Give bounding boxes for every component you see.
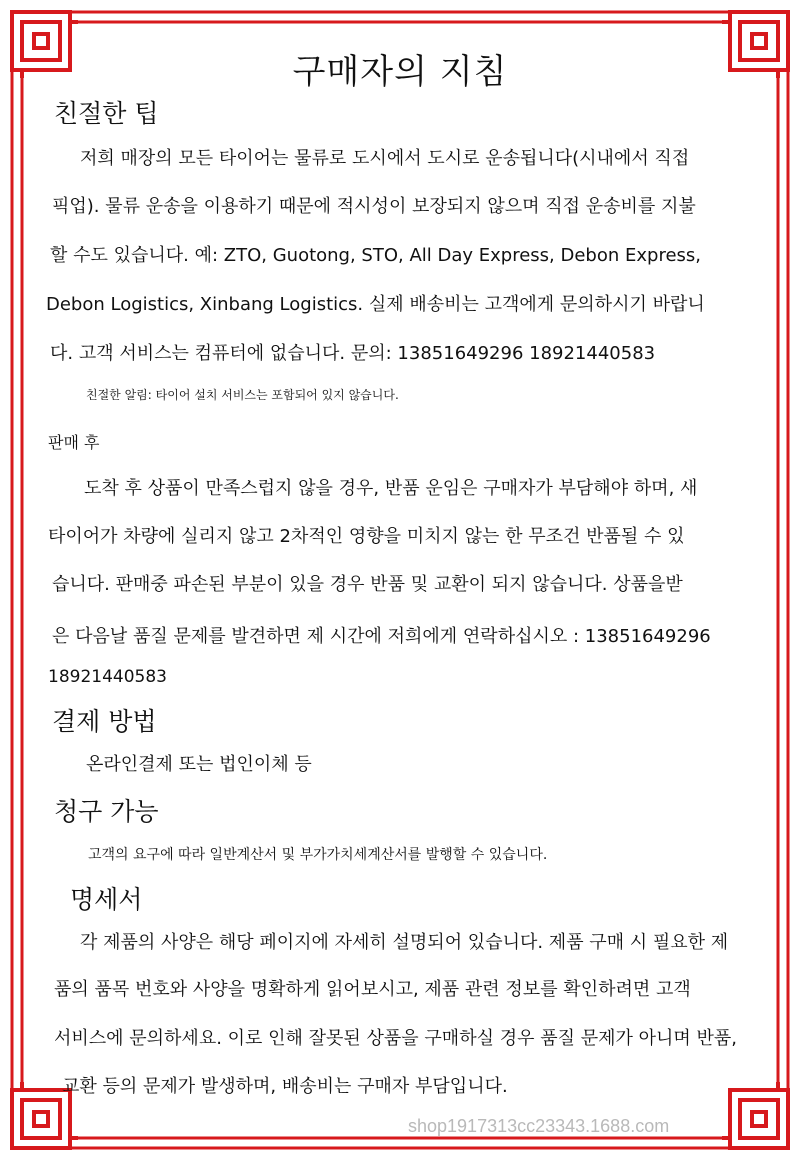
paragraph-line: 다. 고객 서비스는 컴퓨터에 없습니다. 문의: 13851649296 18921440583	[50, 343, 656, 364]
installation-note: 친절한 알림: 타이어 설치 서비스는 포함되어 있지 않습니다.	[86, 388, 399, 402]
payment-methods: 온라인결제 또는 법인이체 등	[86, 754, 312, 775]
paragraph-line: 타이어가 차량에 실리지 않고 2차적인 영향을 미치지 않는 한 무조건 반품될 수 있	[48, 526, 685, 547]
paragraph-line: 습니다. 판매중 파손된 부분이 있을 경우 반품 및 교환이 되지 않습니다. 상품을받	[52, 574, 683, 595]
paragraph-line: 할 수도 있습니다. 예: ZTO, Guotong, STO, All Day Express, Debon Express,	[50, 245, 702, 266]
section-heading-friendly-tips: 친절한 팁	[54, 99, 159, 128]
paragraph-line: Debon Logistics, Xinbang Logistics. 실제 배송비는 고객에게 문의하시기 바랍니	[46, 294, 705, 315]
phone-number: 18921440583	[48, 667, 167, 687]
paragraph-line: 교환 등의 문제가 발생하며, 배송비는 구매자 부담입니다.	[62, 1076, 508, 1097]
section-heading-after-sales: 판매 후	[48, 433, 100, 452]
paragraph-line: 서비스에 문의하세요. 이로 인해 잘못된 상품을 구매하실 경우 품질 문제가 아니며 반품,	[54, 1028, 737, 1049]
page-title: 구매자의 지침	[292, 52, 508, 92]
paragraph-line: 각 제품의 사양은 해당 페이지에 자세히 설명되어 있습니다. 제품 구매 시 필요한 제	[80, 932, 729, 953]
invoice-description: 고객의 요구에 따라 일반계산서 및 부가가치세계산서를 발행할 수 있습니다.	[88, 847, 548, 863]
section-heading-invoice: 청구 가능	[54, 797, 159, 826]
section-heading-specification: 명세서	[70, 885, 143, 914]
section-heading-payment: 결제 방법	[52, 707, 157, 736]
shop-watermark: shop1917313cc23343.1688.com	[408, 1116, 670, 1136]
paragraph-line: 도착 후 상품이 만족스럽지 않을 경우, 반품 운임은 구매자가 부담해야 하며, 새	[84, 478, 698, 499]
paragraph-line: 픽업). 물류 운송을 이용하기 때문에 적시성이 보장되지 않으며 직접 운송비를 지불	[52, 196, 696, 217]
paragraph-line: 저희 매장의 모든 타이어는 물류로 도시에서 도시로 운송됩니다(시내에서 직접	[80, 148, 690, 169]
paragraph-line: 품의 품목 번호와 사양을 명확하게 읽어보시고, 제품 관련 정보를 확인하려면 고객	[54, 979, 691, 1000]
corner-ornament-icon	[722, 1082, 788, 1148]
paragraph-line: 은 다음날 품질 문제를 발견하면 제 시간에 저희에게 연락하십시오 : 13851649296	[52, 626, 711, 647]
